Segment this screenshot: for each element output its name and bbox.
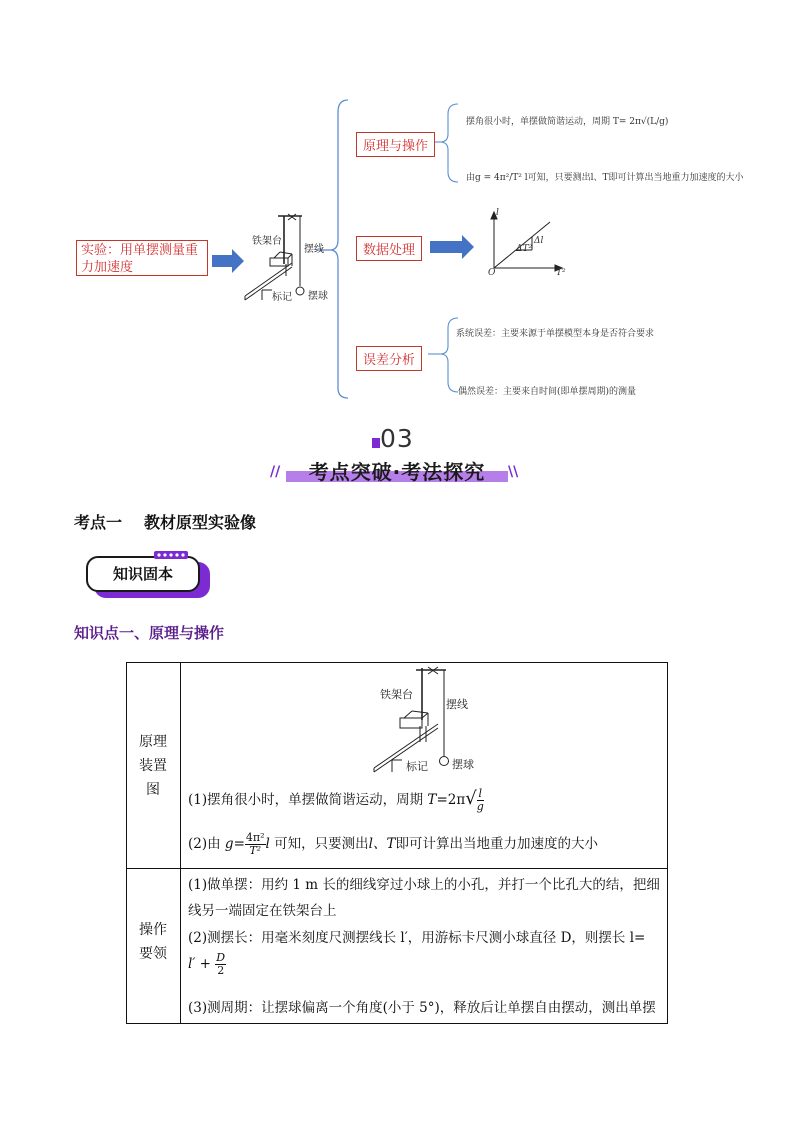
gravity-symbol: g — [224, 836, 234, 852]
row2-header — [126, 918, 180, 966]
diameter-fraction-den: 2 — [217, 964, 225, 977]
graph-y-label: l — [496, 208, 499, 218]
knowledge-badge — [86, 556, 210, 600]
section-right-mark: \\ — [508, 464, 519, 480]
topic-label: 考点一 — [74, 513, 123, 532]
graph-delta-l: Δl — [534, 236, 544, 246]
row1-line2-suffix: 可知，只要测出 — [274, 836, 369, 852]
graph-origin: O — [488, 268, 496, 278]
label-stand: 铁架台 — [252, 236, 282, 247]
table-column-divider — [180, 662, 181, 1024]
diameter-fraction — [215, 952, 226, 977]
badge-label: 知识固本 — [86, 556, 200, 592]
knowledge-point-heading: 知识点一、原理与操作 — [74, 624, 225, 642]
row1-line1: (1)摆角很小时，单摆做简谐运动，周期 T=2π√ $\frac{l}{g}$ — [188, 787, 484, 813]
main-bracket — [330, 100, 348, 398]
period-fraction-num: l — [478, 787, 482, 800]
table-label-stand: 铁架台 — [380, 688, 413, 701]
row2-header-line2: 要领 — [139, 946, 167, 962]
gravity-fraction-num: 4π² — [245, 831, 265, 844]
root-arrow-icon — [212, 249, 244, 273]
gravity-eq: = — [233, 836, 245, 852]
label-string: 摆线 — [304, 244, 324, 255]
gravity-fraction-den: T² — [249, 844, 262, 857]
row1-header — [126, 730, 180, 802]
table-row-divider — [126, 868, 668, 869]
row1-header-line1: 原理 — [139, 734, 167, 750]
gravity-fraction — [245, 832, 266, 857]
table-label-ball: 摆球 — [452, 758, 474, 771]
graph-delta-t2: ΔT² — [516, 244, 533, 254]
row1-line2-vars: l、T — [368, 836, 396, 852]
leaf-error-1: 系统误差：主要来源于单摆模型本身是否符合要求 — [456, 329, 655, 339]
row1-line2-prefix: (2)由 — [188, 836, 221, 852]
table-label-mark: 标记 — [406, 760, 428, 773]
l-t2-graph — [491, 212, 562, 271]
label-mark: 标记 — [272, 292, 292, 303]
row1-header-line3: 图 — [146, 782, 160, 798]
length-symbol: l — [265, 836, 270, 852]
badge-dots-icon — [154, 551, 188, 559]
period-fraction-den: g — [476, 800, 484, 813]
row2-line2: 线另一端固定在铁架台上 — [188, 903, 337, 919]
leaf-principle-2: 由g = 4π²/T² l可知，只要测出l、T即可计算出当地重力加速度的大小 — [466, 173, 744, 183]
table-label-string: 摆线 — [446, 698, 468, 711]
row2-header-line1: 操作 — [139, 922, 167, 938]
branch-data: 数据处理 — [356, 236, 422, 261]
row1-header-line2: 装置 — [139, 758, 167, 774]
row1-line2 — [188, 832, 598, 857]
topic-heading — [74, 510, 256, 533]
section-number-accent — [372, 438, 380, 448]
period-eq: =2π — [436, 792, 466, 808]
row1-line1-text: (1)摆角很小时，单摆做简谐运动，周期 — [188, 792, 424, 808]
period-symbol: T — [427, 792, 437, 808]
row2-line1: (1)做单摆：用约 1 m 长的细线穿过小球上的小孔，并打一个比孔大的结，把细 — [188, 877, 660, 893]
branch-principle: 原理与操作 — [356, 132, 435, 157]
row1-line2-end: 即可计算出当地重力加速度的大小 — [395, 836, 598, 852]
row2-line5: (3)测周期：让摆球偏离一个角度(小于 5°)，释放后让单摆自由摆动，测出单摆 — [188, 1000, 656, 1016]
leaf-principle-1: 摆角很小时，单摆做简谐运动，周期 T= 2π√(L/g) — [466, 117, 669, 127]
row2-line4 — [188, 952, 226, 977]
topic-text: 教材原型实验像 — [144, 513, 257, 532]
section-number: 03 — [380, 424, 414, 453]
section-title: 考点突破·考法探究 — [308, 460, 486, 484]
table-apparatus-figure — [360, 664, 540, 776]
branch1-bracket — [440, 104, 458, 182]
section-left-mark: // — [270, 464, 281, 480]
length-formula: l′ + — [188, 956, 211, 972]
label-ball: 摆球 — [308, 291, 328, 302]
row2-line3: (2)测摆长：用毫米刻度尺测摆线长 l′，用游标卡尺测小球直径 D，则摆长 l= — [188, 930, 646, 946]
branch-error: 误差分析 — [356, 346, 422, 371]
data-arrow-icon — [430, 235, 474, 259]
period-fraction — [477, 788, 484, 813]
leaf-error-2: 偶然误差：主要来自时间(即单摆周期)的测量 — [458, 387, 637, 397]
diameter-fraction-num: D — [216, 951, 226, 964]
graph-x-label: T² — [556, 268, 566, 278]
mindmap-root: 实验：用单摆测量重力加速度 — [76, 240, 208, 276]
